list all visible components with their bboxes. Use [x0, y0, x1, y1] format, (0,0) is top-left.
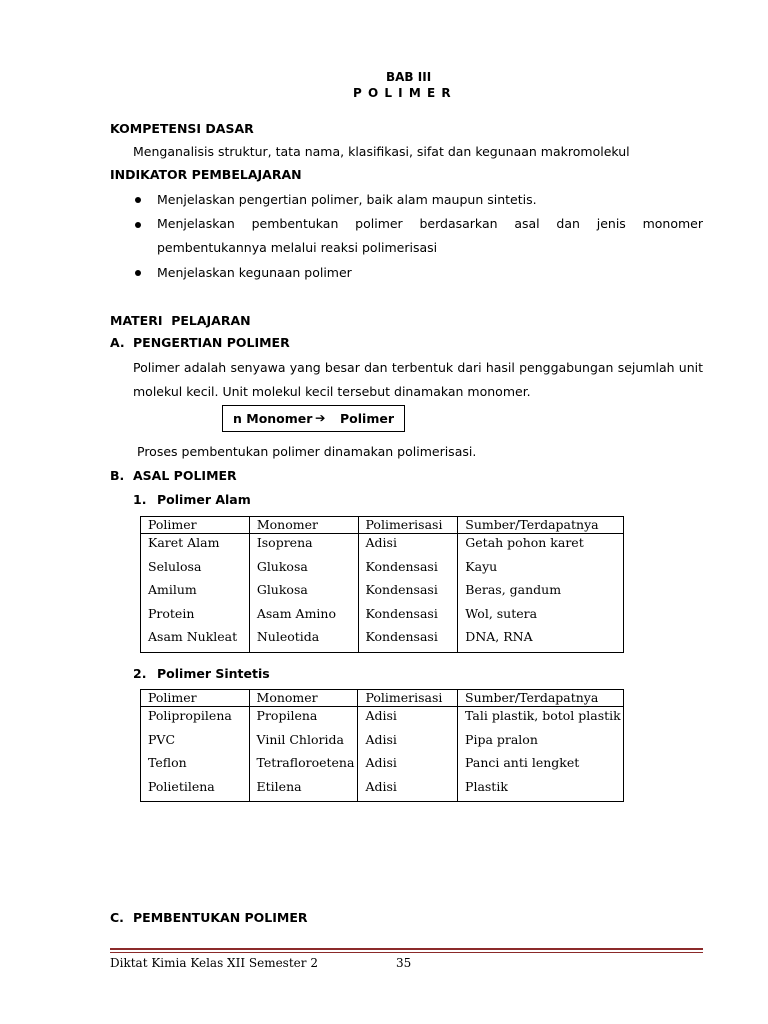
table-row — [141, 754, 624, 778]
sub-2-number: 2. — [133, 666, 147, 681]
page-number: 35 — [396, 956, 412, 970]
table-cell: Kondensasi — [358, 628, 458, 652]
indikator-heading: INDIKATOR PEMBELAJARAN — [110, 167, 302, 182]
footer-divider — [110, 948, 703, 950]
header-cell: Polimerisasi — [358, 517, 458, 534]
table-row — [141, 707, 624, 731]
table-cell: Glukosa — [249, 558, 358, 582]
table-cell: Kondensasi — [358, 581, 458, 605]
table-cell: Isoprena — [249, 534, 358, 558]
reaction-product: Polimer — [340, 411, 394, 426]
indikator-item-2-cont: pembentukannya melalui reaksi polimerisasi — [157, 240, 438, 255]
pengertian-line-1: Polimer adalah senyawa yang besar dan terbentuk dari hasil penggabungan sejumlah unit — [133, 360, 703, 375]
table-row — [141, 558, 624, 582]
header-cell: Polimerisasi — [358, 690, 458, 707]
table-cell: Selulosa — [141, 558, 250, 582]
table-cell: Vinil Chlorida — [249, 731, 358, 755]
bullet-3 — [135, 270, 141, 276]
table-cell: Adisi — [358, 754, 458, 778]
table-cell: Polietilena — [141, 778, 250, 802]
table-cell: Nuleotida — [249, 628, 358, 652]
table-cell: Adisi — [358, 778, 458, 802]
pengertian-line-2: molekul kecil. Unit molekul kecil tersebut dinamakan monomer. — [133, 384, 531, 399]
table-row — [141, 534, 624, 558]
table-cell: Tetrafloroetena — [249, 754, 358, 778]
reaction-reactant: n Monomer — [233, 411, 313, 426]
section-a-letter: A. — [110, 335, 125, 350]
table-header-row — [141, 690, 624, 707]
table-cell: Panci anti lengket — [458, 754, 624, 778]
table-polimer-alam — [140, 516, 624, 653]
table-cell: Teflon — [141, 754, 250, 778]
sub-1-number: 1. — [133, 492, 147, 507]
table-cell: Etilena — [249, 778, 358, 802]
table-cell: Tali plastik, botol plastik — [458, 707, 624, 731]
table-cell: Beras, gandum — [458, 581, 624, 605]
table-cell: Kayu — [458, 558, 624, 582]
footer-title: Diktat Kimia Kelas XII Semester 2 — [110, 956, 318, 970]
table-cell: Adisi — [358, 707, 458, 731]
section-b-heading: ASAL POLIMER — [133, 468, 237, 483]
table-row — [141, 628, 624, 652]
section-c-heading: PEMBENTUKAN POLIMER — [133, 910, 308, 925]
table-row — [141, 581, 624, 605]
header-cell: Sumber/Terdapatnya — [458, 690, 624, 707]
table-cell: Propilena — [249, 707, 358, 731]
table-cell: Adisi — [358, 534, 458, 558]
table-cell: Protein — [141, 605, 250, 629]
table-cell: Kondensasi — [358, 605, 458, 629]
header-cell: Polimer — [141, 690, 250, 707]
table-header-row — [141, 517, 624, 534]
bullet-2 — [135, 222, 141, 228]
indikator-item-1: Menjelaskan pengertian polimer, baik alam maupun sintetis. — [157, 192, 537, 207]
header-cell: Monomer — [249, 517, 358, 534]
table-cell: Plastik — [458, 778, 624, 802]
reaction-box — [222, 405, 405, 432]
table-row — [141, 778, 624, 802]
section-b-letter: B. — [110, 468, 125, 483]
header-cell: Sumber/Terdapatnya — [458, 517, 624, 534]
table-cell: Adisi — [358, 731, 458, 755]
table-cell: DNA, RNA — [458, 628, 624, 652]
table-cell: Kondensasi — [358, 558, 458, 582]
chapter-title: P O L I M E R — [353, 86, 452, 100]
footer-divider-thin — [110, 952, 703, 953]
table-cell: Asam Amino — [249, 605, 358, 629]
table-cell: Wol, sutera — [458, 605, 624, 629]
table-cell: Asam Nukleat — [141, 628, 250, 652]
materi-heading: MATERI PELAJARAN — [110, 313, 251, 328]
section-c-letter: C. — [110, 910, 124, 925]
table-polimer-sintetis — [140, 689, 624, 802]
section-a-heading: PENGERTIAN POLIMER — [133, 335, 290, 350]
sub-2-title: Polimer Sintetis — [157, 666, 270, 681]
sub-1-title: Polimer Alam — [157, 492, 251, 507]
table-cell: Karet Alam — [141, 534, 250, 558]
header-cell: Monomer — [249, 690, 358, 707]
kompetensi-heading: KOMPETENSI DASAR — [110, 121, 254, 136]
polimerisasi-text: Proses pembentukan polimer dinamakan polimerisasi. — [137, 444, 477, 459]
table-cell: Pipa pralon — [458, 731, 624, 755]
table-cell: Polipropilena — [141, 707, 250, 731]
table-cell: Getah pohon karet — [458, 534, 624, 558]
header-cell: Polimer — [141, 517, 250, 534]
bullet-1 — [135, 197, 141, 203]
indikator-item-3: Menjelaskan kegunaan polimer — [157, 265, 352, 280]
kompetensi-text: Menganalisis struktur, tata nama, klasifikasi, sifat dan kegunaan makromolekul — [133, 144, 630, 159]
table-cell: Amilum — [141, 581, 250, 605]
table-cell: Glukosa — [249, 581, 358, 605]
table-cell: PVC — [141, 731, 250, 755]
table-row — [141, 605, 624, 629]
chapter-label: BAB III — [386, 70, 432, 84]
table-row — [141, 731, 624, 755]
indikator-item-2: Menjelaskan pembentukan polimer berdasarkan asal dan jenis monomer — [157, 216, 703, 231]
arrow-right-icon: ➔ — [315, 410, 326, 425]
